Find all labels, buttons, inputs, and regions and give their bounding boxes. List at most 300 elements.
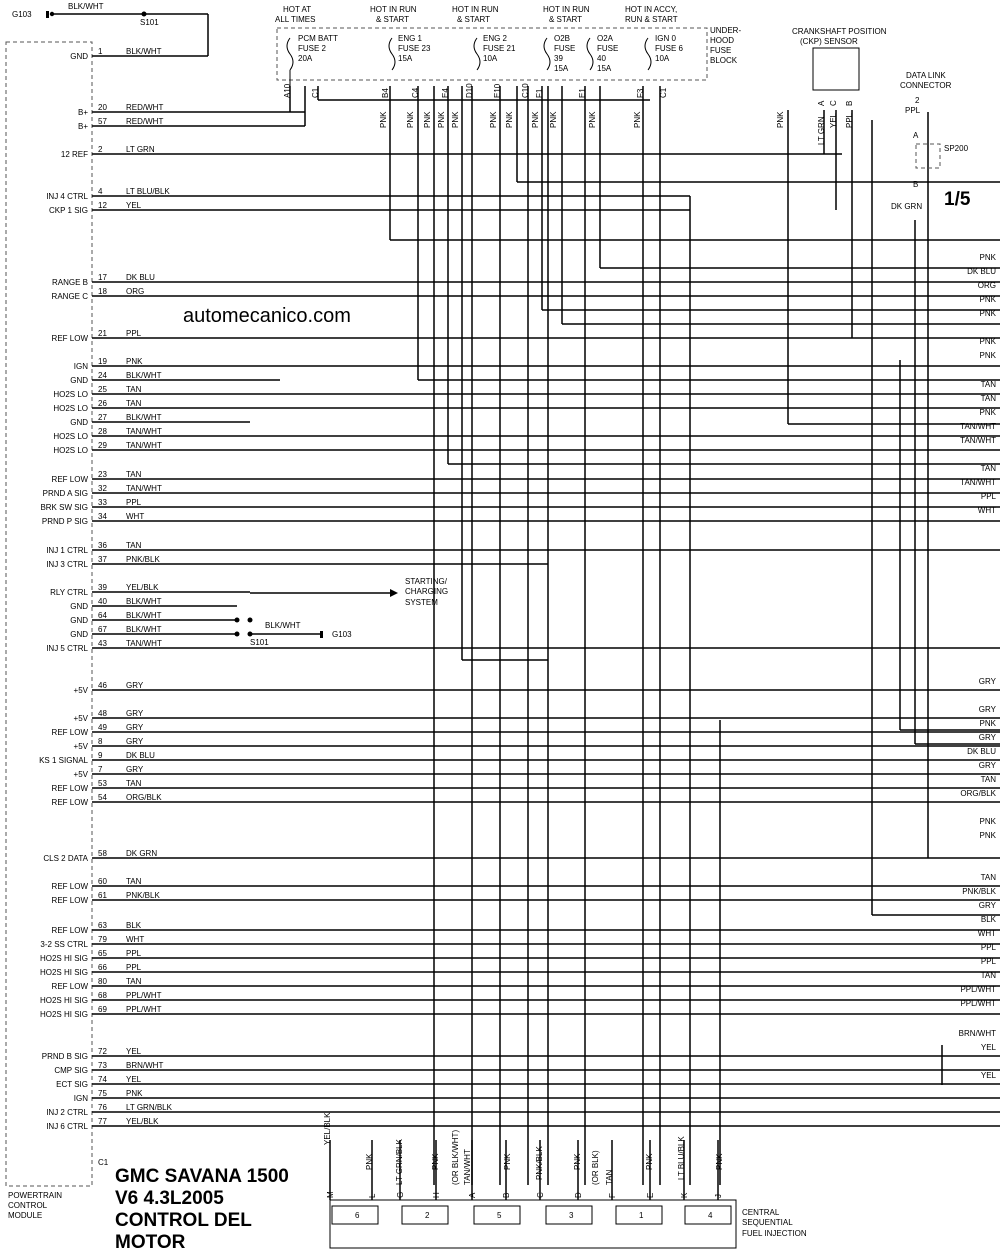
pcm-pin-number: 20 [98, 103, 107, 112]
svg-text:PNK: PNK [776, 111, 785, 128]
pcm-pin-name: INJ 2 CTRL [46, 1108, 88, 1117]
top-ground [12, 2, 208, 56]
pcm-pin-row [46, 1117, 1000, 1131]
right-wire-color: TAN [980, 873, 996, 882]
pcm-pin-row [49, 201, 690, 215]
fuse-wire-color: PNK [549, 111, 558, 128]
pcm-pin-row [70, 597, 237, 611]
pcm-pin-number: 23 [98, 470, 107, 479]
svg-text:B: B [913, 180, 919, 189]
wiring-bus [290, 86, 1000, 1185]
pcm-wire-color: GRY [126, 709, 144, 718]
svg-text:A10: A10 [283, 83, 292, 98]
pcm-pin-row [52, 723, 1000, 737]
s101-top-label: S101 [140, 18, 159, 27]
pcm-wire-color: YEL/BLK [126, 583, 159, 592]
pcm-pin-name: INJ 5 CTRL [46, 644, 88, 653]
injector-wire-color: PNK [573, 1153, 582, 1170]
injector-pin-letter: E [646, 1192, 655, 1198]
pcm-wire-color: BLK/WHT [126, 625, 162, 634]
svg-text:B4: B4 [381, 88, 390, 98]
title-section: CONTROL DEL [115, 1210, 252, 1231]
pcm-wire-color: TAN/WHT [126, 639, 162, 648]
injector-pin-letter: A [468, 1192, 477, 1198]
right-wire-color: TAN [980, 971, 996, 980]
fuse-wire-color: PNK [437, 111, 446, 128]
svg-text:A: A [817, 100, 826, 106]
svg-text:FUSE 23: FUSE 23 [398, 44, 431, 53]
pcm-wire-color: DK BLU [126, 273, 155, 282]
right-wire-color: PNK [979, 337, 996, 346]
pcm-pin-row [70, 611, 237, 625]
pcm-pin-name: INJ 3 CTRL [46, 560, 88, 569]
right-wire-color: DK BLU [967, 747, 996, 756]
pcm-wire-color: WHT [126, 935, 145, 944]
right-wire-color: PNK [979, 831, 996, 840]
pcm-wire-color: PPL/WHT [126, 1005, 162, 1014]
right-wire-color: WHT [977, 506, 996, 515]
right-wire-color: DK BLU [967, 267, 996, 276]
pcm-wire-color: YEL [126, 1075, 142, 1084]
pcm-pin-name: HO2S LO [53, 404, 88, 413]
right-wire-color: BRN/WHT [958, 1029, 996, 1038]
pcm-pin-name: HO2S LO [53, 446, 88, 455]
pcm-pin-name: RANGE C [51, 292, 88, 301]
g103-top-wire: BLK/WHT [68, 2, 104, 11]
svg-text:BLOCK: BLOCK [710, 56, 738, 65]
svg-text:FUSE: FUSE [554, 44, 576, 53]
pcm-pin-row [40, 991, 1000, 1005]
pcm-pin-name: 3-2 SS CTRL [40, 940, 88, 949]
pcm-pin-row [40, 963, 1000, 977]
pcm-pin-name: +5V [73, 714, 88, 723]
pcm-pin-row [70, 371, 280, 385]
pcm-pin-row [53, 427, 1000, 441]
svg-text:2: 2 [915, 96, 920, 105]
pcm-pin-name: REF LOW [51, 334, 88, 343]
svg-text:FUSE 6: FUSE 6 [655, 44, 684, 53]
pcm-pin-name: HO2S HI SIG [39, 954, 88, 963]
pcm-pin-name: GND [70, 630, 88, 639]
pcm-pin-name: HO2S HI SIG [39, 1010, 88, 1019]
fuse-wire-color: PNK [588, 111, 597, 128]
right-wire-color: TAN/WHT [960, 436, 996, 445]
pcm-pin-number: 54 [98, 793, 107, 802]
pcm-wire-color: BLK/WHT [126, 611, 162, 620]
pcm-wire-color: GRY [126, 765, 144, 774]
pcm-pin-row [40, 949, 1000, 963]
injector-pins [323, 1112, 731, 1224]
svg-text:SEQUENTIAL: SEQUENTIAL [742, 1218, 793, 1227]
pcm-pin-number: 8 [98, 737, 103, 746]
pcm-pin-number: 53 [98, 779, 107, 788]
injector-wire-color: (OR BLK/WHT) [451, 1129, 460, 1185]
injector-number: 5 [497, 1211, 502, 1220]
svg-text:FUSE 2: FUSE 2 [298, 44, 327, 53]
right-wire-color: YEL [980, 1043, 996, 1052]
pcm-pin-row [52, 779, 1000, 793]
svg-text:CRANKSHAFT POSITION: CRANKSHAFT POSITION [792, 27, 887, 36]
right-wire-color: PPL [980, 943, 996, 952]
pcm-pin-row [74, 357, 1000, 371]
right-wire-color: PNK [979, 719, 996, 728]
pcm-pin-name: B+ [77, 108, 88, 117]
pcm-pin-number: 4 [98, 187, 103, 196]
pcm-pin-number: 7 [98, 765, 103, 774]
pcm-pin-number: 67 [98, 625, 107, 634]
pcm-wire-color: RED/WHT [126, 117, 164, 126]
pcm-pin-name: REF LOW [51, 728, 88, 737]
pcm-pin-number: 33 [98, 498, 107, 507]
pcm-pin-row [53, 385, 1000, 399]
fuse-wire-color: PNK [531, 111, 540, 128]
pcm-pin-number: 12 [98, 201, 107, 210]
svg-text:ENG 2: ENG 2 [483, 34, 508, 43]
svg-text:10A: 10A [483, 54, 498, 63]
pcm-pin-row [70, 47, 208, 61]
pcm-wire-color: PPL [126, 949, 142, 958]
svg-text:D10: D10 [465, 83, 474, 98]
fuse-wire-color: PNK [505, 111, 514, 128]
right-wire-color: PNK [979, 817, 996, 826]
injector-pin-letter: L [368, 1193, 377, 1198]
right-wire-color: TAN [980, 394, 996, 403]
pcm-pin-number: 25 [98, 385, 107, 394]
pcm-pin-number: 24 [98, 371, 107, 380]
pcm-wire-color: YEL [126, 1047, 142, 1056]
svg-text:PCM BATT: PCM BATT [298, 34, 338, 43]
svg-text:UNDER-: UNDER- [710, 26, 742, 35]
pcm-pin-number: 64 [98, 611, 107, 620]
pcm-pin-row [70, 413, 250, 427]
pcm-pin-row [74, 1089, 1000, 1103]
pcm-pin-name: REF LOW [51, 926, 88, 935]
right-wire-color: TAN/WHT [960, 478, 996, 487]
pcm-pin-rows [39, 47, 1000, 1131]
right-wire-color: GRY [978, 901, 996, 910]
injector-wire-color: PNK/BLK [535, 1146, 544, 1180]
pcm-pin-row [46, 541, 1000, 555]
pcm-pin-name: REF LOW [51, 475, 88, 484]
svg-text:HOT IN RUN: HOT IN RUN [452, 5, 499, 14]
right-wire-color: PNK [979, 295, 996, 304]
svg-text:HOT AT: HOT AT [283, 5, 312, 14]
central-sfi-connector [323, 1112, 807, 1248]
right-wire-color: ORG/BLK [960, 789, 996, 798]
svg-text:10A: 10A [655, 54, 670, 63]
ckp-sensor [776, 27, 887, 145]
svg-text:C1: C1 [659, 87, 668, 98]
pcm-wire-color: PNK/BLK [126, 891, 160, 900]
pcm-pin-name: IGN [73, 1094, 88, 1103]
pcm-pin-name: GND [70, 52, 88, 61]
title-engine: V6 4.3L2005 [115, 1188, 224, 1209]
pcm-wire-color: TAN/WHT [126, 441, 162, 450]
right-wire-color: TAN [980, 380, 996, 389]
svg-text:E10: E10 [493, 83, 502, 98]
pcm-pin-row [46, 639, 1000, 653]
pcm-pin-number: 46 [98, 681, 107, 690]
pcm-wire-color: GRY [126, 737, 144, 746]
injector-pin-letter: F [608, 1193, 617, 1198]
svg-text:S101: S101 [250, 638, 269, 647]
svg-text:HOT IN RUN: HOT IN RUN [543, 5, 590, 14]
pcm-pin-name: GND [70, 418, 88, 427]
pcm-pin-number: 28 [98, 427, 107, 436]
pcm-pin-number: 9 [98, 751, 103, 760]
pcm-pin-row [52, 470, 1000, 484]
pcm-pin-name: REF LOW [51, 798, 88, 807]
pcm-wire-color: TAN [126, 470, 142, 479]
pcm-pin-name: PRND B SIG [41, 1052, 88, 1061]
right-wire-color: TAN [980, 464, 996, 473]
svg-text:F3: F3 [636, 88, 645, 98]
pcm-wire-color: TAN [126, 977, 142, 986]
right-wire-color: PNK [979, 253, 996, 262]
svg-text:DK GRN: DK GRN [891, 202, 923, 211]
right-wire-color: GRY [978, 733, 996, 742]
pcm-pin-name: B+ [77, 122, 88, 131]
injector-wire-color: TAN/WHT [463, 1149, 472, 1185]
right-wire-color: YEL [980, 1071, 996, 1080]
pcm-pin-name: CKP 1 SIG [49, 206, 88, 215]
injector-number: 4 [708, 1211, 713, 1220]
svg-text:B: B [845, 100, 854, 106]
pcm-pin-name: REF LOW [51, 982, 88, 991]
svg-text:C4: C4 [411, 87, 420, 98]
pcm-pin-name: GND [70, 376, 88, 385]
svg-text:O2A: O2A [597, 34, 614, 43]
pcm-pin-number: 36 [98, 541, 107, 550]
pcm-pin-row [52, 273, 1000, 287]
injector-wire-color: LT GRN/BLK [395, 1139, 404, 1185]
pcm-pin-number: 43 [98, 639, 107, 648]
svg-text:O2B: O2B [554, 34, 571, 43]
pcm-pin-name: IGN [73, 362, 88, 371]
pcm-pin-number: 80 [98, 977, 107, 986]
pcm-pin-number: 37 [98, 555, 107, 564]
pcm-wire-color: GRY [126, 681, 144, 690]
pcm-wire-color: TAN [126, 399, 142, 408]
pcm-pin-name: REF LOW [51, 784, 88, 793]
pcm-pin-row [53, 441, 1000, 455]
pcm-pin-number: 73 [98, 1061, 107, 1070]
svg-text:STARTING/: STARTING/ [405, 577, 447, 586]
pcm-pin-name: RLY CTRL [50, 588, 88, 597]
pcm-wire-color: BLK/WHT [126, 47, 162, 56]
svg-text:G103: G103 [332, 630, 352, 639]
pcm-pin-number: 19 [98, 357, 107, 366]
pcm-pin-number: 60 [98, 877, 107, 886]
svg-text:15A: 15A [554, 64, 569, 73]
pcm-pin-number: 65 [98, 949, 107, 958]
pcm-pin-row [78, 117, 305, 131]
pcm-pin-row [54, 1061, 1000, 1075]
injector-pin-letter: D [574, 1192, 583, 1198]
pcm-wire-color: TAN [126, 385, 142, 394]
pcm-pin-name: +5V [73, 770, 88, 779]
injector-wire-color: PNK [645, 1153, 654, 1170]
pcm-pin-number: 40 [98, 597, 107, 606]
pcm-pin-number: 61 [98, 891, 107, 900]
pcm-wire-color: BLK/WHT [126, 371, 162, 380]
pcm-pin-number: 29 [98, 441, 107, 450]
right-wire-color: PPL [980, 957, 996, 966]
pcm-pin-number: 26 [98, 399, 107, 408]
svg-text:(CKP) SENSOR: (CKP) SENSOR [800, 37, 858, 46]
pcm-pin-name: PRND P SIG [41, 517, 88, 526]
pcm-pin-row [43, 484, 1000, 498]
pcm-wire-color: YEL/BLK [126, 1117, 159, 1126]
svg-text:CENTRAL: CENTRAL [742, 1208, 780, 1217]
svg-text:& START: & START [549, 15, 583, 24]
pcm-wire-color: TAN [126, 877, 142, 886]
svg-text:C: C [829, 100, 838, 106]
pcm-wire-color: PPL [126, 329, 142, 338]
pcm-pin-number: 76 [98, 1103, 107, 1112]
injector-number: 2 [425, 1211, 430, 1220]
injector-number: 1 [639, 1211, 644, 1220]
svg-text:40: 40 [597, 54, 606, 63]
pcm-pin-row [52, 287, 1000, 301]
pcm-wire-color: GRY [126, 723, 144, 732]
svg-text:SP200: SP200 [944, 144, 969, 153]
svg-text:BLK/WHT: BLK/WHT [265, 621, 301, 630]
pcm-pin-row [52, 921, 1000, 935]
right-wire-color: WHT [977, 929, 996, 938]
right-wire-color: PPL/WHT [960, 999, 996, 1008]
pcm-pin-row [74, 709, 1000, 723]
pcm-wire-color: PPL [126, 498, 142, 507]
svg-text:15A: 15A [398, 54, 413, 63]
pcm-pin-row [52, 329, 1000, 343]
injector-pin-letter: H [432, 1192, 441, 1198]
pcm-pin-name: HO2S LO [53, 432, 88, 441]
ground-symbol [46, 11, 49, 18]
pcm-pin-name: +5V [73, 686, 88, 695]
svg-text:C10: C10 [521, 83, 530, 98]
pcm-wire-color: ORG [126, 287, 145, 296]
pcm-pin-row [74, 681, 1000, 695]
pcm-pin-number: 79 [98, 935, 107, 944]
svg-text:YEL: YEL [829, 112, 838, 128]
svg-text:ALL TIMES: ALL TIMES [275, 15, 316, 24]
svg-text:LT GRN: LT GRN [817, 116, 826, 145]
right-wire-color: PNK [979, 408, 996, 417]
svg-text:FUSE 21: FUSE 21 [483, 44, 516, 53]
pcm-wire-color: TAN [126, 779, 142, 788]
pcm-wire-color: WHT [126, 512, 145, 521]
pcm-pin-row [42, 1047, 1000, 1061]
pcm-pin-row [52, 891, 1000, 905]
injector-wire-color: PNK [431, 1153, 440, 1170]
watermark: automecanico.com [183, 305, 351, 327]
pcm-wire-color: PNK [126, 357, 143, 366]
pcm-pin-number: 48 [98, 709, 107, 718]
right-wire-color: GRY [978, 705, 996, 714]
svg-text:A: A [913, 131, 919, 140]
pcm-pin-number: 77 [98, 1117, 107, 1126]
title-model: GMC SAVANA 1500 [115, 1166, 289, 1187]
pcm-pin-name: INJ 1 CTRL [46, 546, 88, 555]
svg-text:15A: 15A [597, 64, 612, 73]
right-wire-color: PPL/WHT [960, 985, 996, 994]
pcm-wire-color: ORG/BLK [126, 793, 162, 802]
injector-pin-letter: M [326, 1191, 335, 1198]
pcm-pin-number: 68 [98, 991, 107, 1000]
right-wire-labels [959, 253, 997, 1080]
data-link-connector [891, 71, 971, 211]
svg-text:39: 39 [554, 54, 563, 63]
pcm-pin-number: 72 [98, 1047, 107, 1056]
starting-charging-system [250, 577, 448, 607]
pcm-label-3: MODULE [8, 1211, 43, 1220]
pcm-pin-row [74, 737, 1000, 751]
pcm-pin-row [53, 399, 1000, 413]
pcm-pin-row [78, 103, 305, 117]
page-number: 1/5 [944, 189, 971, 210]
injector-pin-letter: G [396, 1191, 405, 1198]
injector-wire-color: LT BLU/BLK [677, 1136, 686, 1180]
fuse-wire-color: PNK [451, 111, 460, 128]
pcm-pin-row [43, 849, 1000, 863]
pcm-pin-row [46, 1103, 1000, 1117]
underhood-fuse-block [275, 5, 741, 98]
pcm-module [6, 42, 109, 1220]
injector-pin-letter: K [680, 1192, 689, 1198]
injector-wire-color: PNK [365, 1153, 374, 1170]
right-wire-color: GRY [978, 761, 996, 770]
injector-pin-letter: J [714, 1194, 723, 1198]
pcm-wire-color: BLK [126, 921, 142, 930]
pcm-pin-row [42, 512, 1000, 526]
s101-top-splice [142, 12, 147, 17]
right-wire-color: TAN/WHT [960, 422, 996, 431]
diagram-title [115, 1166, 289, 1253]
pcm-wire-color: PPL [126, 963, 142, 972]
pcm-pin-name: HO2S HI SIG [39, 996, 88, 1005]
svg-text:IGN 0: IGN 0 [655, 34, 676, 43]
pcm-pin-name: KS 1 SIGNAL [39, 756, 88, 765]
right-wire-color: PNK/BLK [962, 887, 996, 896]
pcm-wire-color: BRN/WHT [126, 1061, 164, 1070]
injector-wire-color: PNK [715, 1153, 724, 1170]
pcm-pin-row [70, 625, 237, 639]
pcm-wire-color: TAN [126, 541, 142, 550]
fuse-wire-color: PNK [423, 111, 432, 128]
pcm-pin-row [52, 793, 1000, 807]
pcm-wire-color: PPL/WHT [126, 991, 162, 1000]
svg-text:& START: & START [376, 15, 410, 24]
pcm-pin-number: 32 [98, 484, 107, 493]
pcm-pin-number: 39 [98, 583, 107, 592]
pcm-pin-name: HO2S LO [53, 390, 88, 399]
injector-pin-letter: C [536, 1192, 545, 1198]
fuse-wire-color: PNK [406, 111, 415, 128]
right-wire-color: ORG [977, 281, 996, 290]
pcm-pin-name: RANGE B [51, 278, 88, 287]
pcm-pin-name: GND [70, 602, 88, 611]
svg-text:FUSE: FUSE [710, 46, 732, 55]
pcm-pin-name: INJ 6 CTRL [46, 1122, 88, 1131]
pcm-pin-row [40, 1005, 1000, 1019]
pcm-pin-number: 57 [98, 117, 107, 126]
pcm-pin-number: 17 [98, 273, 107, 282]
svg-text:HOT IN RUN: HOT IN RUN [370, 5, 417, 14]
pcm-pin-number: 1 [98, 47, 103, 56]
pcm-pin-name: BRK SW SIG [40, 503, 88, 512]
pcm-pin-name: INJ 4 CTRL [46, 192, 88, 201]
